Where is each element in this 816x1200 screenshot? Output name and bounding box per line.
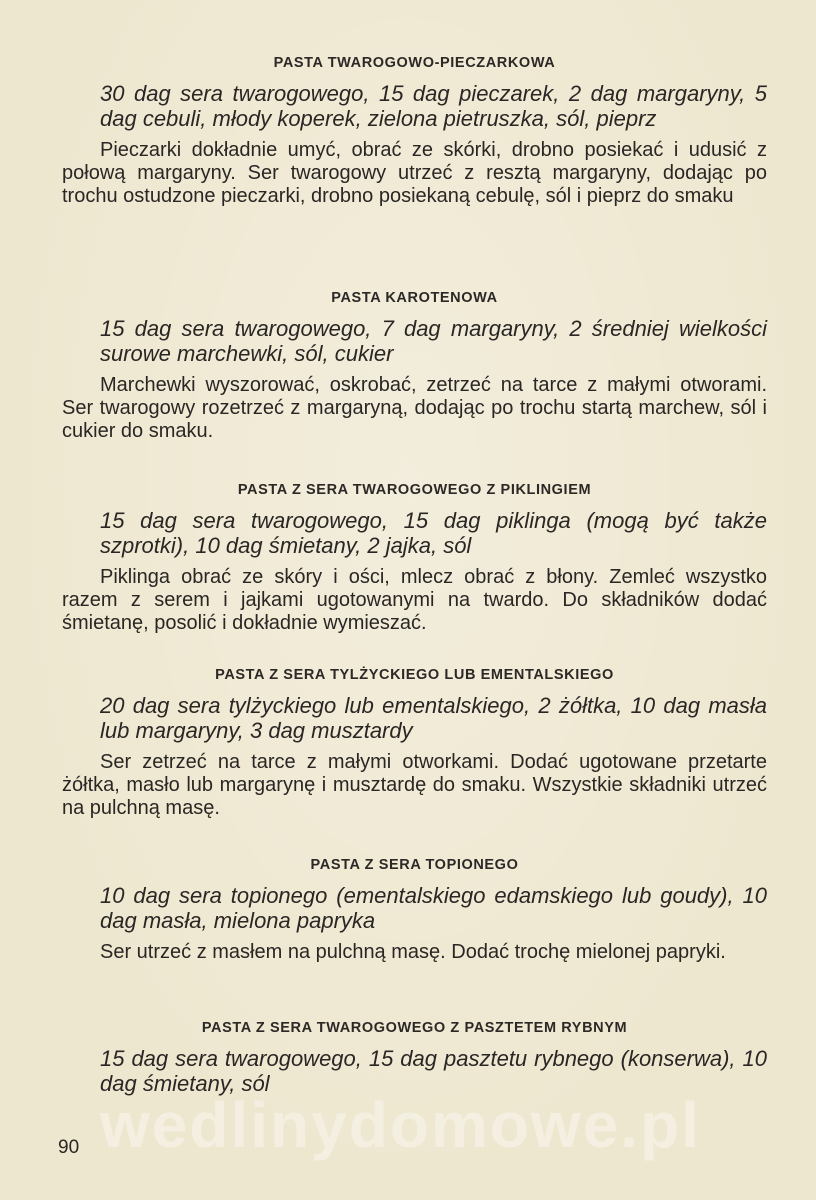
recipe-ingredients: 10 dag sera topionego (ementalskiego edamskiego lub goudy), 10 dag masła, mielona papryka — [100, 883, 767, 933]
recipe-ingredients: 30 dag sera twarogowego, 15 dag pieczarek, 2 dag margaryny, 5 dag cebuli, młody koperek, zielona pietruszka, sól, pieprz — [100, 81, 767, 131]
recipe-method: Ser utrzeć z masłem na pulchną masę. Dodać trochę mielonej papryki. — [100, 941, 726, 963]
page-number: 90 — [58, 1137, 80, 1158]
recipe-title: PASTA Z SERA TWAROGOWEGO Z PIKLINGIEM — [237, 482, 592, 498]
recipe-pasta-twarogowo-pieczarkowa — [62, 55, 767, 208]
recipe-ingredients: 15 dag sera twarogowego, 15 dag pasztetu rybnego (konserwa), 10 dag śmietany, sól — [100, 1046, 767, 1096]
recipe-title: PASTA Z SERA TYLŻYCKIEGO LUB EMENTALSKIEGO — [215, 667, 614, 683]
recipe-pasta-z-piklingiem — [62, 482, 767, 635]
recipe-title: PASTA KAROTENOWA — [331, 290, 498, 306]
watermark: wedlinydomowe.pl — [100, 1089, 701, 1161]
recipe-title: PASTA Z SERA TOPIONEGO — [310, 857, 519, 873]
recipe-pasta-karotenowa — [62, 290, 767, 443]
recipe-title: PASTA TWAROGOWO-PIECZARKOWA — [273, 55, 556, 71]
recipe-method: Ser zetrzeć na tarce z małymi otworkami. Dodać ugotowane przetarte żółtka, masło lub margarynę i musztardę do smaku. Wszystkie składniki utrzeć na pulchną masę. — [62, 751, 767, 819]
recipe-ingredients: 15 dag sera twarogowego, 7 dag margaryny, 2 średniej wielkości surowe marchewki, sól, cukier — [100, 316, 767, 366]
recipe-method: Pieczarki dokładnie umyć, obrać ze skórki, drobno posiekać i udusić z połową margaryny. Ser twarogowy utrzeć z resztą margaryny, dodając po trochu ostudzone pieczarki, drobno posiekaną cebulę, sól i pieprz do smaku — [62, 139, 767, 207]
recipe-pasta-z-sera-tylzyckiego — [62, 667, 767, 820]
recipe-ingredients: 20 dag sera tylżyckiego lub ementalskiego, 2 żółtka, 10 dag masła lub margaryny, 3 dag musztardy — [100, 693, 767, 743]
recipe-pasta-z-sera-topionego — [62, 857, 767, 964]
recipe-method: Marchewki wyszorować, oskrobać, zetrzeć na tarce z małymi otworami. Ser twarogowy rozetrzeć z margaryną, dodając po trochu startą marchew, sól i cukier do smaku. — [62, 374, 767, 442]
recipe-ingredients: 15 dag sera twarogowego, 15 dag piklinga (mogą być także szprotki), 10 dag śmietany, 2 jajka, sól — [100, 508, 767, 558]
recipe-method: Piklinga obrać ze skóry i ości, mlecz obrać z błony. Zemleć wszystko razem z serem i jajkami ugotowanymi na twardo. Do składników dodać śmietanę, posolić i dokładnie wymieszać. — [62, 566, 767, 634]
recipe-title: PASTA Z SERA TWAROGOWEGO Z PASZTETEM RYBNYM — [201, 1020, 628, 1036]
